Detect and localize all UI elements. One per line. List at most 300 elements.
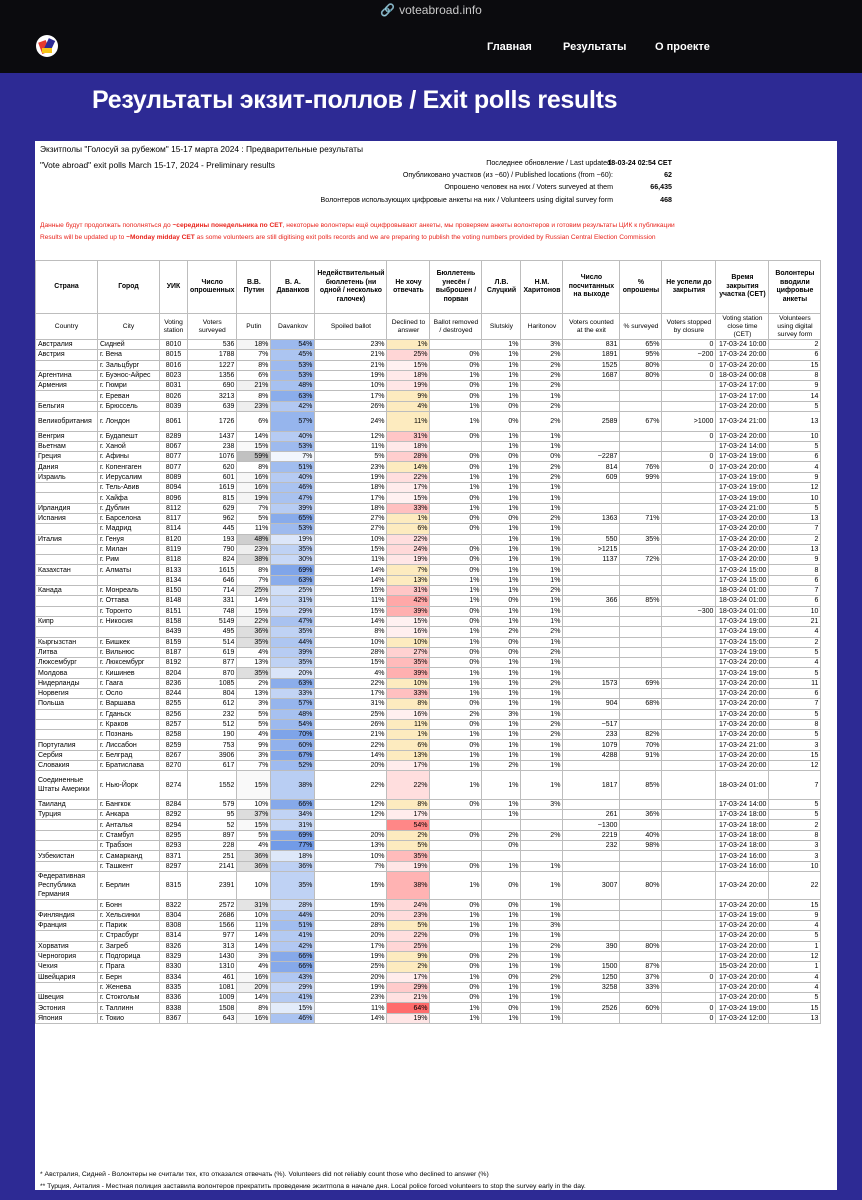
table-row-cell[interactable]: 7% <box>315 861 387 871</box>
table-row-cell[interactable]: 5% <box>237 709 271 719</box>
table-row-cell[interactable] <box>36 493 98 503</box>
table-row-cell[interactable]: 98% <box>620 841 662 851</box>
table-row-cell[interactable]: 14% <box>237 431 271 441</box>
table-row-cell[interactable]: 15% <box>237 771 271 800</box>
table-row-cell[interactable] <box>662 565 716 575</box>
table-row-cell[interactable]: 15 <box>769 1003 821 1013</box>
table-row-cell[interactable] <box>36 391 98 401</box>
table-row-cell[interactable]: 1% <box>521 740 563 750</box>
header-en-cell[interactable]: Ballot removed / destroyed <box>430 314 482 340</box>
table-row-cell[interactable]: 2% <box>521 941 563 951</box>
table-row-cell[interactable]: 6 <box>769 350 821 360</box>
table-row-cell[interactable]: 0 <box>662 1013 716 1023</box>
table-row-cell[interactable]: г. Париж <box>98 921 160 931</box>
table-row-cell[interactable]: г. Прага <box>98 962 160 972</box>
table-row-cell[interactable]: 26% <box>315 719 387 729</box>
table-row-cell[interactable]: 1085 <box>188 678 237 688</box>
table-row-cell[interactable]: 17-03-24 17:00 <box>716 391 769 401</box>
table-row-cell[interactable]: г. Хайфа <box>98 493 160 503</box>
table-row-cell[interactable]: 5% <box>387 841 430 851</box>
table-row-cell[interactable]: 1310 <box>188 962 237 972</box>
table-row-cell[interactable]: 8367 <box>160 1013 188 1023</box>
table-row-cell[interactable]: г. Бонн <box>98 900 160 910</box>
table-row-cell[interactable]: 8335 <box>160 982 188 992</box>
table-row-cell[interactable]: 12% <box>315 799 387 809</box>
table-row-cell[interactable]: 962 <box>188 513 237 523</box>
table-row-cell[interactable]: 10% <box>315 381 387 391</box>
table-row-cell[interactable]: 0% <box>430 699 482 709</box>
table-row-cell[interactable]: 14% <box>315 565 387 575</box>
table-row-cell[interactable]: 87% <box>620 962 662 972</box>
table-row-cell[interactable]: 38% <box>237 555 271 565</box>
table-row-cell[interactable] <box>662 627 716 637</box>
table-row-cell[interactable]: 0% <box>430 381 482 391</box>
table-row-cell[interactable] <box>430 340 482 350</box>
header-ru-cell[interactable]: В. А. Даванков <box>271 261 315 314</box>
table-row-cell[interactable]: 31% <box>271 596 315 606</box>
table-row-cell[interactable]: 33% <box>620 982 662 992</box>
table-row-cell[interactable] <box>563 575 620 585</box>
table-row-cell[interactable]: 3% <box>237 951 271 961</box>
table-row-cell[interactable] <box>662 637 716 647</box>
table-row-cell[interactable]: 31% <box>387 431 430 441</box>
table-row-cell[interactable]: 1% <box>482 360 521 370</box>
site-logo[interactable] <box>36 35 58 57</box>
header-ru-cell[interactable]: Бюллетень унесён / выброшен / порван <box>430 261 482 314</box>
table-row-cell[interactable]: 1 <box>769 941 821 951</box>
table-row-cell[interactable]: 2% <box>521 360 563 370</box>
table-row-cell[interactable]: 8204 <box>160 668 188 678</box>
table-row-cell[interactable]: 1% <box>482 740 521 750</box>
table-row-cell[interactable]: 38% <box>387 871 430 900</box>
table-row-cell[interactable]: 15% <box>237 606 271 616</box>
table-row-cell[interactable]: 35% <box>271 544 315 554</box>
table-row-cell[interactable]: 1% <box>387 513 430 523</box>
table-row-cell[interactable]: 17-03-24 16:00 <box>716 851 769 861</box>
table-row-cell[interactable]: 22% <box>387 472 430 482</box>
table-row-cell[interactable]: 10% <box>315 534 387 544</box>
table-row-cell[interactable]: г. Тель-Авив <box>98 483 160 493</box>
table-row-cell[interactable]: 1% <box>521 993 563 1003</box>
table-row-cell[interactable]: 19% <box>387 1013 430 1023</box>
table-row-cell[interactable]: 831 <box>563 340 620 350</box>
table-row-cell[interactable]: 1% <box>482 441 521 451</box>
table-row-cell[interactable]: 0 <box>662 1003 716 1013</box>
table-row-cell[interactable]: 39% <box>271 503 315 513</box>
table-row-cell[interactable]: 8257 <box>160 719 188 729</box>
table-row-cell[interactable]: Кипр <box>36 616 98 626</box>
table-row-cell[interactable]: Франция <box>36 921 98 931</box>
table-row-cell[interactable] <box>563 431 620 441</box>
table-row-cell[interactable] <box>36 575 98 585</box>
table-row-cell[interactable]: 1250 <box>563 972 620 982</box>
table-row-cell[interactable]: Казахстан <box>36 565 98 575</box>
table-row-cell[interactable]: 3% <box>237 750 271 760</box>
table-row-cell[interactable]: 71% <box>620 513 662 523</box>
table-row-cell[interactable]: 1% <box>430 586 482 596</box>
table-row-cell[interactable]: 1% <box>430 921 482 931</box>
table-row-cell[interactable]: 1% <box>521 658 563 668</box>
table-row-cell[interactable]: 5 <box>769 799 821 809</box>
table-row-cell[interactable]: 1% <box>482 689 521 699</box>
table-row-cell[interactable]: г. Монреаль <box>98 586 160 596</box>
table-row-cell[interactable]: 17-03-24 20:00 <box>716 921 769 931</box>
table-row-cell[interactable]: 8% <box>237 391 271 401</box>
table-row-cell[interactable]: г. Бангкок <box>98 799 160 809</box>
table-row-cell[interactable]: 17-03-24 20:00 <box>716 689 769 699</box>
table-row-cell[interactable]: 17-03-24 20:00 <box>716 900 769 910</box>
table-row-cell[interactable]: 7 <box>769 699 821 709</box>
header-en-cell[interactable]: % surveyed <box>620 314 662 340</box>
table-row-cell[interactable]: 1% <box>430 972 482 982</box>
table-row-cell[interactable]: 14% <box>315 1013 387 1023</box>
table-row-cell[interactable]: 232 <box>563 841 620 851</box>
table-row-cell[interactable]: 5% <box>237 513 271 523</box>
table-row-cell[interactable]: 17-03-24 20:00 <box>716 678 769 688</box>
table-row-cell[interactable]: 70% <box>620 740 662 750</box>
table-row-cell[interactable]: 8089 <box>160 472 188 482</box>
header-ru-cell[interactable]: Волонтеры вводили цифровые анкеты <box>769 261 821 314</box>
header-en-cell[interactable]: Country <box>36 314 98 340</box>
table-row-cell[interactable]: 65% <box>620 340 662 350</box>
table-row-cell[interactable] <box>662 616 716 626</box>
table-row-cell[interactable]: 445 <box>188 524 237 534</box>
table-row-cell[interactable]: 1619 <box>188 483 237 493</box>
table-row-cell[interactable] <box>36 719 98 729</box>
table-row-cell[interactable] <box>563 627 620 637</box>
header-ru-cell[interactable]: Не хочу отвечать <box>387 261 430 314</box>
table-row-cell[interactable]: 17-03-24 20:00 <box>716 544 769 554</box>
table-row-cell[interactable] <box>662 647 716 657</box>
table-row-cell[interactable]: 22% <box>315 771 387 800</box>
table-row-cell[interactable]: 2% <box>482 951 521 961</box>
table-row-cell[interactable]: 8 <box>769 830 821 840</box>
table-row-cell[interactable]: 25% <box>271 586 315 596</box>
table-row-cell[interactable] <box>36 861 98 871</box>
table-row-cell[interactable] <box>620 851 662 861</box>
table-row-cell[interactable]: 0% <box>482 647 521 657</box>
table-row-cell[interactable]: 10% <box>315 637 387 647</box>
table-row-cell[interactable]: 17-03-24 20:00 <box>716 401 769 411</box>
table-row-cell[interactable]: 7% <box>387 565 430 575</box>
table-row-cell[interactable]: 6 <box>769 575 821 585</box>
table-row-cell[interactable]: 8119 <box>160 544 188 554</box>
table-row-cell[interactable]: Молдова <box>36 668 98 678</box>
table-row-cell[interactable]: >1000 <box>662 412 716 432</box>
table-row-cell[interactable]: 8439 <box>160 627 188 637</box>
table-row-cell[interactable]: 514 <box>188 637 237 647</box>
table-row-cell[interactable]: г. Стамбул <box>98 830 160 840</box>
table-row-cell[interactable]: 2% <box>521 350 563 360</box>
table-row-cell[interactable]: 8267 <box>160 750 188 760</box>
table-row-cell[interactable] <box>620 931 662 941</box>
table-row-cell[interactable] <box>563 799 620 809</box>
table-row-cell[interactable]: 1% <box>387 730 430 740</box>
table-row-cell[interactable]: 1% <box>521 565 563 575</box>
table-row-cell[interactable]: 1% <box>482 799 521 809</box>
table-row-cell[interactable]: Федеративная Республика Германия <box>36 871 98 900</box>
table-row-cell[interactable]: 12 <box>769 761 821 771</box>
table-row-cell[interactable]: 17-03-24 20:00 <box>716 931 769 941</box>
table-row-cell[interactable] <box>662 709 716 719</box>
table-row-cell[interactable]: 28% <box>315 647 387 657</box>
table-row-cell[interactable] <box>662 921 716 931</box>
table-row-cell[interactable]: 390 <box>563 941 620 951</box>
table-row-cell[interactable]: 17-03-24 17:00 <box>716 381 769 391</box>
table-row-cell[interactable]: 22% <box>315 740 387 750</box>
table-row-cell[interactable]: 2526 <box>563 1003 620 1013</box>
table-row-cell[interactable]: Великобритания <box>36 412 98 432</box>
table-row-cell[interactable]: г. Осло <box>98 689 160 699</box>
table-row-cell[interactable]: 8114 <box>160 524 188 534</box>
table-row-cell[interactable]: г. Барселона <box>98 513 160 523</box>
table-row-cell[interactable]: 9 <box>769 472 821 482</box>
table-row-cell[interactable]: 25% <box>387 350 430 360</box>
table-row-cell[interactable]: 8026 <box>160 391 188 401</box>
table-row-cell[interactable]: 17-03-24 19:00 <box>716 493 769 503</box>
table-row-cell[interactable]: 2% <box>521 381 563 391</box>
table-row-cell[interactable]: 38% <box>271 771 315 800</box>
table-row-cell[interactable]: 85% <box>620 596 662 606</box>
table-row-cell[interactable]: 17-03-24 20:00 <box>716 350 769 360</box>
table-row-cell[interactable]: 1% <box>521 616 563 626</box>
header-en-cell[interactable]: Volunteers using digital survey form <box>769 314 821 340</box>
header-ru-cell[interactable]: Число опрошенных <box>188 261 237 314</box>
table-row-cell[interactable]: 24% <box>387 900 430 910</box>
table-row-cell[interactable]: 1430 <box>188 951 237 961</box>
table-row-cell[interactable]: 7 <box>769 524 821 534</box>
table-row-cell[interactable]: 0% <box>430 431 482 441</box>
table-row-cell[interactable]: г. Иерусалим <box>98 472 160 482</box>
table-row-cell[interactable]: 8023 <box>160 370 188 380</box>
table-row-cell[interactable]: 2% <box>521 678 563 688</box>
table-row-cell[interactable]: 17-03-24 20:00 <box>716 555 769 565</box>
table-row-cell[interactable]: 35% <box>387 658 430 668</box>
table-row-cell[interactable]: 17% <box>315 689 387 699</box>
table-row-cell[interactable]: 1% <box>521 709 563 719</box>
table-row-cell[interactable]: 8371 <box>160 851 188 861</box>
table-row-cell[interactable]: 1% <box>521 596 563 606</box>
table-row-cell[interactable]: 1% <box>482 941 521 951</box>
table-row-cell[interactable]: 15% <box>237 441 271 451</box>
table-row-cell[interactable]: 35% <box>237 637 271 647</box>
table-row-cell[interactable]: 20% <box>315 931 387 941</box>
table-row-cell[interactable]: Люксембург <box>36 658 98 668</box>
table-row-cell[interactable] <box>36 483 98 493</box>
table-row-cell[interactable]: 51% <box>271 462 315 472</box>
table-row-cell[interactable] <box>620 565 662 575</box>
table-row-cell[interactable]: 13 <box>769 412 821 432</box>
header-en-cell[interactable]: Declined to answer <box>387 314 430 340</box>
table-row-cell[interactable]: г. Берлин <box>98 871 160 900</box>
table-row-cell[interactable]: 6 <box>769 689 821 699</box>
table-row-cell[interactable]: 8% <box>237 360 271 370</box>
table-row-cell[interactable]: Литва <box>36 647 98 657</box>
table-row-cell[interactable]: 8133 <box>160 565 188 575</box>
table-row-cell[interactable]: 1% <box>430 730 482 740</box>
table-row-cell[interactable]: 17-03-24 20:00 <box>716 658 769 668</box>
table-row-cell[interactable]: 19% <box>387 555 430 565</box>
table-row-cell[interactable]: 33% <box>271 689 315 699</box>
table-row-cell[interactable] <box>36 544 98 554</box>
table-row-cell[interactable]: Австрия <box>36 350 98 360</box>
table-row-cell[interactable] <box>563 524 620 534</box>
table-row-cell[interactable]: Турция <box>36 810 98 820</box>
table-row-cell[interactable]: 52 <box>188 820 237 830</box>
table-row-cell[interactable]: г. Оттава <box>98 596 160 606</box>
table-row-cell[interactable]: 8016 <box>160 360 188 370</box>
table-row-cell[interactable]: 1% <box>430 771 482 800</box>
table-row-cell[interactable] <box>620 658 662 668</box>
table-row-cell[interactable]: 4 <box>769 462 821 472</box>
table-row-cell[interactable]: 2141 <box>188 861 237 871</box>
table-row-cell[interactable]: 1% <box>521 483 563 493</box>
table-row-cell[interactable]: 12 <box>769 951 821 961</box>
table-row-cell[interactable]: 15% <box>387 616 430 626</box>
table-row-cell[interactable]: 20% <box>271 668 315 678</box>
table-row-cell[interactable]: 1% <box>521 524 563 534</box>
table-row-cell[interactable]: 5 <box>769 931 821 941</box>
table-row-cell[interactable]: 8236 <box>160 678 188 688</box>
table-row-cell[interactable]: 66% <box>271 962 315 972</box>
table-row-cell[interactable] <box>620 524 662 534</box>
table-row-cell[interactable] <box>36 606 98 616</box>
table-row-cell[interactable] <box>662 900 716 910</box>
table-row-cell[interactable]: 17-03-24 21:00 <box>716 503 769 513</box>
table-row-cell[interactable]: 2% <box>521 472 563 482</box>
table-row-cell[interactable]: ~300 <box>662 606 716 616</box>
nav-about[interactable]: О проекте <box>655 41 710 53</box>
table-row-cell[interactable]: Япония <box>36 1013 98 1023</box>
table-row-cell[interactable]: 8151 <box>160 606 188 616</box>
table-row-cell[interactable]: 31% <box>387 586 430 596</box>
table-row-cell[interactable]: 19% <box>271 534 315 544</box>
table-row-cell[interactable]: 17-03-24 14:00 <box>716 441 769 451</box>
table-row-cell[interactable]: Финляндия <box>36 910 98 920</box>
table-row-cell[interactable] <box>563 1013 620 1023</box>
table-row-cell[interactable]: 53% <box>271 360 315 370</box>
table-row-cell[interactable]: Португалия <box>36 740 98 750</box>
table-row-cell[interactable]: 17% <box>315 941 387 951</box>
table-row-cell[interactable]: 20% <box>315 830 387 840</box>
table-row-cell[interactable] <box>521 820 563 830</box>
table-row-cell[interactable]: 1% <box>482 381 521 391</box>
table-row-cell[interactable]: 21% <box>387 993 430 1003</box>
table-row-cell[interactable] <box>620 910 662 920</box>
table-row-cell[interactable]: 36% <box>620 810 662 820</box>
table-row-cell[interactable]: 5 <box>769 503 821 513</box>
table-row-cell[interactable]: 16% <box>237 972 271 982</box>
table-row-cell[interactable]: 2686 <box>188 910 237 920</box>
table-row-cell[interactable]: 10% <box>387 637 430 647</box>
table-row-cell[interactable]: 35% <box>271 871 315 900</box>
table-row-cell[interactable]: 1% <box>482 462 521 472</box>
table-row-cell[interactable]: Швеция <box>36 993 98 1003</box>
table-row-cell[interactable]: 27% <box>315 513 387 523</box>
table-row-cell[interactable]: 9% <box>387 391 430 401</box>
table-row-cell[interactable]: 80% <box>620 871 662 900</box>
table-row-cell[interactable]: 24% <box>315 412 387 432</box>
table-row-cell[interactable]: 3258 <box>563 982 620 992</box>
table-row-cell[interactable]: 1% <box>482 771 521 800</box>
table-row-cell[interactable]: 8259 <box>160 740 188 750</box>
table-row-cell[interactable]: 1009 <box>188 993 237 1003</box>
table-row-cell[interactable]: 18-03-24 01:00 <box>716 606 769 616</box>
table-row-cell[interactable]: 29% <box>271 982 315 992</box>
table-row-cell[interactable]: 1% <box>482 350 521 360</box>
table-row-cell[interactable] <box>36 931 98 941</box>
table-row-cell[interactable]: 17-03-24 18:00 <box>716 820 769 830</box>
table-row-cell[interactable]: 0 <box>662 431 716 441</box>
table-row-cell[interactable]: 331 <box>188 596 237 606</box>
table-row-cell[interactable]: г. Токио <box>98 1013 160 1023</box>
table-row-cell[interactable]: 17-03-24 15:00 <box>716 575 769 585</box>
table-row-cell[interactable]: 17-03-24 20:00 <box>716 699 769 709</box>
table-row-cell[interactable]: 36% <box>237 851 271 861</box>
table-row-cell[interactable]: 536 <box>188 340 237 350</box>
table-row-cell[interactable]: 824 <box>188 555 237 565</box>
table-row-cell[interactable]: 1525 <box>563 360 620 370</box>
table-row-cell[interactable] <box>430 841 482 851</box>
table-row-cell[interactable]: 3% <box>482 709 521 719</box>
table-row-cell[interactable]: 251 <box>188 851 237 861</box>
table-row-cell[interactable]: 6% <box>387 740 430 750</box>
table-row-cell[interactable]: 42% <box>271 401 315 411</box>
table-row-cell[interactable]: 579 <box>188 799 237 809</box>
table-row-cell[interactable]: 25% <box>237 586 271 596</box>
table-row-cell[interactable]: 815 <box>188 493 237 503</box>
table-row-cell[interactable]: г. Люксембург <box>98 658 160 668</box>
table-row-cell[interactable]: 39% <box>271 647 315 657</box>
table-row-cell[interactable]: 19% <box>315 951 387 961</box>
table-row-cell[interactable]: 1% <box>521 493 563 503</box>
table-row-cell[interactable]: г. Братислава <box>98 761 160 771</box>
table-row-cell[interactable]: 5 <box>769 668 821 678</box>
table-row-cell[interactable]: г. Стокгольм <box>98 993 160 1003</box>
table-row-cell[interactable]: 8039 <box>160 401 188 411</box>
table-row-cell[interactable]: 8120 <box>160 534 188 544</box>
table-row-cell[interactable]: Соединенные Штаты Америки <box>36 771 98 800</box>
table-row-cell[interactable]: 17-03-24 20:00 <box>716 951 769 961</box>
table-row-cell[interactable]: г. Белград <box>98 750 160 760</box>
table-row-cell[interactable]: 22% <box>387 771 430 800</box>
table-row-cell[interactable]: 26% <box>315 401 387 411</box>
table-row-cell[interactable]: 8338 <box>160 1003 188 1013</box>
table-row-cell[interactable]: 35% <box>271 627 315 637</box>
table-row-cell[interactable]: 17-03-24 20:00 <box>716 993 769 1003</box>
table-row-cell[interactable] <box>430 810 482 820</box>
table-row-cell[interactable]: 8270 <box>160 761 188 771</box>
table-row-cell[interactable]: 0% <box>482 596 521 606</box>
table-row-cell[interactable]: 1687 <box>563 370 620 380</box>
table-row-cell[interactable]: 17% <box>315 493 387 503</box>
table-row-cell[interactable]: 18% <box>387 370 430 380</box>
table-row-cell[interactable]: 47% <box>271 493 315 503</box>
table-row-cell[interactable] <box>563 637 620 647</box>
table-row-cell[interactable]: 15% <box>315 871 387 900</box>
table-row-cell[interactable]: 8292 <box>160 810 188 820</box>
table-row-cell[interactable] <box>662 658 716 668</box>
table-row-cell[interactable]: г. Познань <box>98 730 160 740</box>
table-row-cell[interactable]: 1% <box>521 962 563 972</box>
table-row-cell[interactable]: 8258 <box>160 730 188 740</box>
table-row-cell[interactable] <box>662 941 716 951</box>
table-row-cell[interactable]: 8031 <box>160 381 188 391</box>
table-row-cell[interactable]: 877 <box>188 658 237 668</box>
table-row-cell[interactable] <box>662 544 716 554</box>
table-row-cell[interactable]: 512 <box>188 719 237 729</box>
table-row-cell[interactable]: 0% <box>430 799 482 809</box>
